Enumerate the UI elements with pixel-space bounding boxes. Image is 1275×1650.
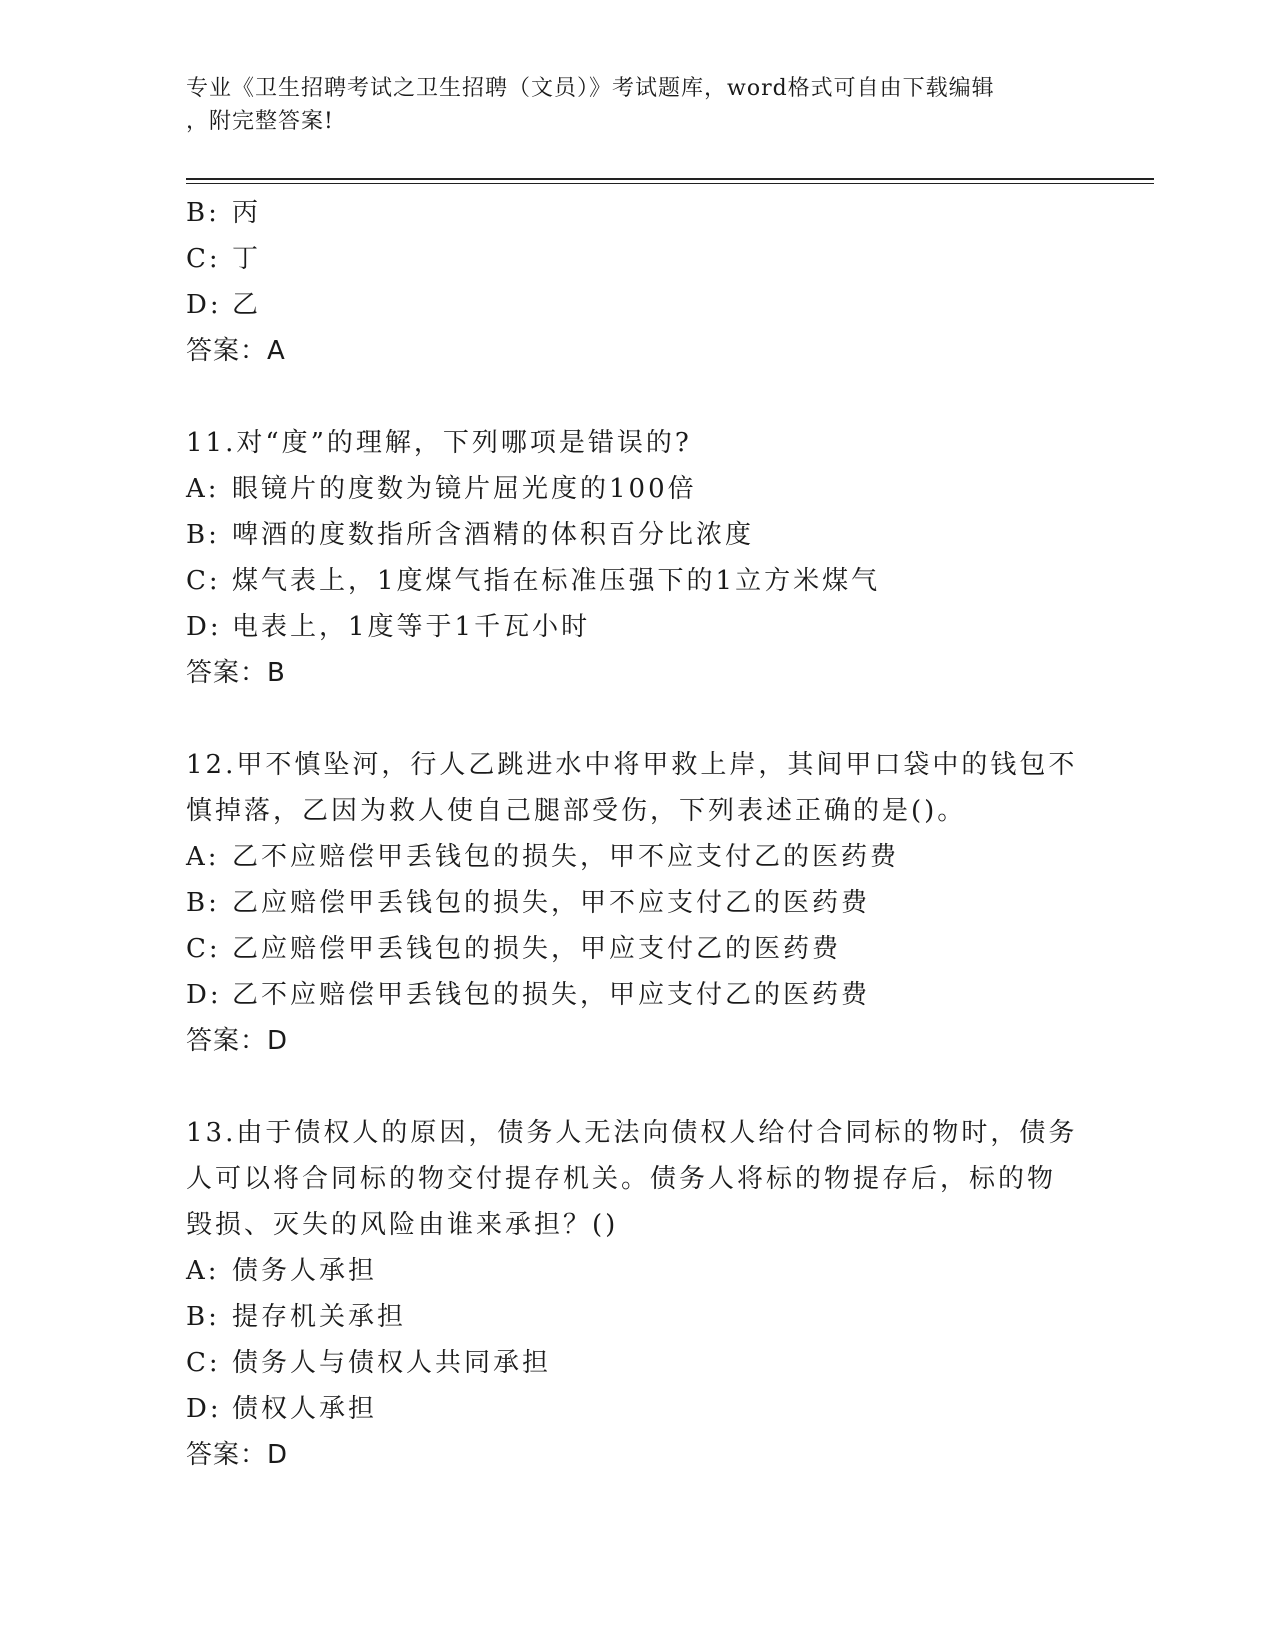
option-label: A: — [186, 474, 220, 504]
question-stem-line-2: 人可以将合同标的物交付提存机关。债务人将标的物提存后，标的物 — [186, 1164, 1057, 1194]
answer-line: 答案：D — [186, 1440, 289, 1470]
option-label: B: — [186, 888, 220, 918]
question-10 — [186, 190, 1086, 374]
header-line-1: 专业《卫生招聘考试之卫生招聘（文员）》考试题库，word格式可自由下载编辑 — [186, 76, 995, 101]
option-label: C: — [186, 934, 221, 964]
question-content — [186, 190, 1086, 1478]
option-text: 提存机关承担 — [232, 1302, 407, 1332]
spacer — [186, 1064, 1086, 1110]
header-line-2: ，附完整答案! — [186, 109, 334, 134]
option-text: 债权人承担 — [232, 1394, 378, 1424]
option-a — [186, 834, 1086, 880]
document-header — [186, 72, 1086, 138]
option-c — [186, 926, 1086, 972]
option-label: D: — [186, 612, 222, 642]
question-stem-line-1: 13.由于债权人的原因，债务人无法向债权人给付合同标的物时，债务 — [186, 1118, 1078, 1148]
option-b — [186, 512, 1086, 558]
header-rule-thick — [186, 178, 1154, 180]
spacer — [186, 374, 1086, 420]
option-label: C: — [186, 566, 221, 596]
answer-line: 答案：D — [186, 1026, 289, 1056]
option-text: 电表上，1度等于1千瓦小时 — [232, 612, 591, 642]
question-13 — [186, 1110, 1086, 1478]
option-text: 乙应赔偿甲丢钱包的损失，甲不应支付乙的医药费 — [232, 888, 871, 918]
answer-line: 答案：B — [186, 658, 286, 688]
option-label: D: — [186, 980, 222, 1010]
option-text: 眼镜片的度数为镜片屈光度的100倍 — [232, 474, 697, 504]
option-label: C: — [186, 244, 221, 274]
question-stem-line-2: 慎掉落，乙因为救人使自己腿部受伤，下列表述正确的是()。 — [186, 796, 967, 826]
spacer — [186, 696, 1086, 742]
option-text: 煤气表上，1度煤气指在标准压强下的1立方米煤气 — [232, 566, 881, 596]
question-stem-line-3: 毁损、灭失的风险由谁来承担？() — [186, 1210, 619, 1240]
option-label: D: — [186, 290, 222, 320]
question-stem-line-1: 12.甲不慎坠河，行人乙跳进水中将甲救上岸，其间甲口袋中的钱包不 — [186, 750, 1078, 780]
option-c — [186, 558, 1086, 604]
option-label: D: — [186, 1394, 222, 1424]
option-label: B: — [186, 198, 220, 228]
option-label: A: — [186, 1256, 220, 1286]
header-rule-thin — [186, 183, 1154, 184]
option-a — [186, 466, 1086, 512]
option-a — [186, 1248, 1086, 1294]
option-b — [186, 1294, 1086, 1340]
option-c — [186, 236, 1086, 282]
option-text: 啤酒的度数指所含酒精的体积百分比浓度 — [232, 520, 755, 550]
option-d — [186, 1386, 1086, 1432]
option-text: 债务人承担 — [232, 1256, 378, 1286]
option-b — [186, 190, 1086, 236]
option-label: A: — [186, 842, 220, 872]
option-b — [186, 880, 1086, 926]
option-text: 丁 — [232, 244, 262, 274]
option-text: 乙应赔偿甲丢钱包的损失，甲应支付乙的医药费 — [232, 934, 842, 964]
option-text: 乙不应赔偿甲丢钱包的损失，甲不应支付乙的医药费 — [232, 842, 900, 872]
question-12 — [186, 742, 1086, 1064]
option-label: B: — [186, 1302, 220, 1332]
question-11 — [186, 420, 1086, 696]
option-d — [186, 972, 1086, 1018]
option-text: 乙 — [232, 290, 262, 320]
answer-line: 答案：A — [186, 336, 286, 366]
option-c — [186, 1340, 1086, 1386]
option-d — [186, 282, 1086, 328]
option-d — [186, 604, 1086, 650]
option-text: 乙不应赔偿甲丢钱包的损失，甲应支付乙的医药费 — [232, 980, 871, 1010]
option-label: B: — [186, 520, 220, 550]
question-stem: 11.对“度”的理解，下列哪项是错误的? — [186, 428, 692, 458]
option-text: 丙 — [232, 198, 262, 228]
option-text: 债务人与债权人共同承担 — [232, 1348, 552, 1378]
option-label: C: — [186, 1348, 221, 1378]
